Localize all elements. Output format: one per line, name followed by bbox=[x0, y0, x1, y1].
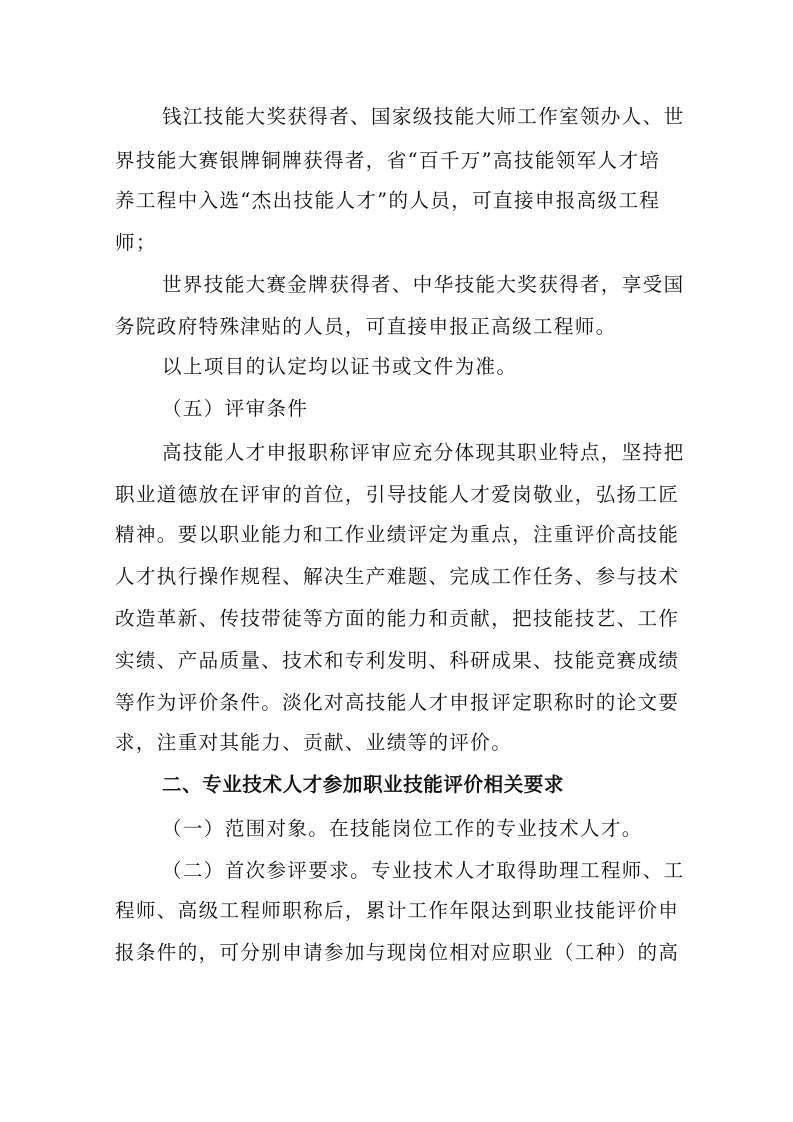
paragraph-line: 务院政府特殊津贴的人员，可直接申报正高级工程师。 bbox=[115, 315, 617, 338]
section-heading: （五）评审条件 bbox=[162, 397, 309, 420]
paragraph-line: 世界技能大赛金牌获得者、中华技能大奖获得者，享受国 bbox=[162, 273, 685, 296]
paragraph-line: 求，注重对其能力、贡献、业绩等的评价。 bbox=[115, 731, 513, 754]
paragraph-line: （一）范围对象。在技能岗位工作的专业技术人才。 bbox=[162, 817, 643, 840]
chapter-heading: 二、专业技术人才参加职业技能评价相关要求 bbox=[162, 773, 565, 796]
paragraph-line: 高技能人才申报职称评审应充分体现其职业特点，坚持把 bbox=[162, 441, 685, 464]
paragraph-line: 精神。要以职业能力和工作业绩评定为重点，注重评价高技能 bbox=[115, 523, 680, 546]
paragraph-line: 实绩、产品质量、技术和专利发明、科研成果、技能竞赛成绩 bbox=[115, 649, 680, 672]
paragraph-line: 以上项目的认定均以证书或文件为准。 bbox=[162, 355, 518, 378]
paragraph-line: 等作为评价条件。淡化对高技能人才申报评定职称时的论文要 bbox=[115, 691, 680, 714]
paragraph-line: （二）首次参评要求。专业技术人才取得助理工程师、工 bbox=[162, 859, 685, 882]
paragraph-line: 程师、高级工程师职称后，累计工作年限达到职业技能评价申 bbox=[115, 899, 680, 922]
paragraph-line: 职业道德放在评审的首位，引导技能人才爱岗敬业，弘扬工匠 bbox=[115, 483, 680, 506]
paragraph-line: 改造革新、传技带徒等方面的能力和贡献，把技能技艺、工作 bbox=[115, 607, 680, 630]
paragraph-line: 报条件的，可分别申请参加与现岗位相对应职业（工种）的高 bbox=[115, 941, 680, 964]
paragraph-line: 养工程中入选“杰出技能人才”的人员，可直接申报高级工程 bbox=[115, 189, 661, 212]
paragraph-line: 界技能大赛银牌铜牌获得者，省“百千万”高技能领军人才培 bbox=[115, 149, 661, 172]
paragraph-line: 人才执行操作规程、解决生产难题、完成工作任务、参与技术 bbox=[115, 565, 680, 588]
paragraph-line: 钱江技能大奖获得者、国家级技能大师工作室领办人、世 bbox=[162, 105, 685, 128]
paragraph-line: 师； bbox=[115, 231, 157, 254]
